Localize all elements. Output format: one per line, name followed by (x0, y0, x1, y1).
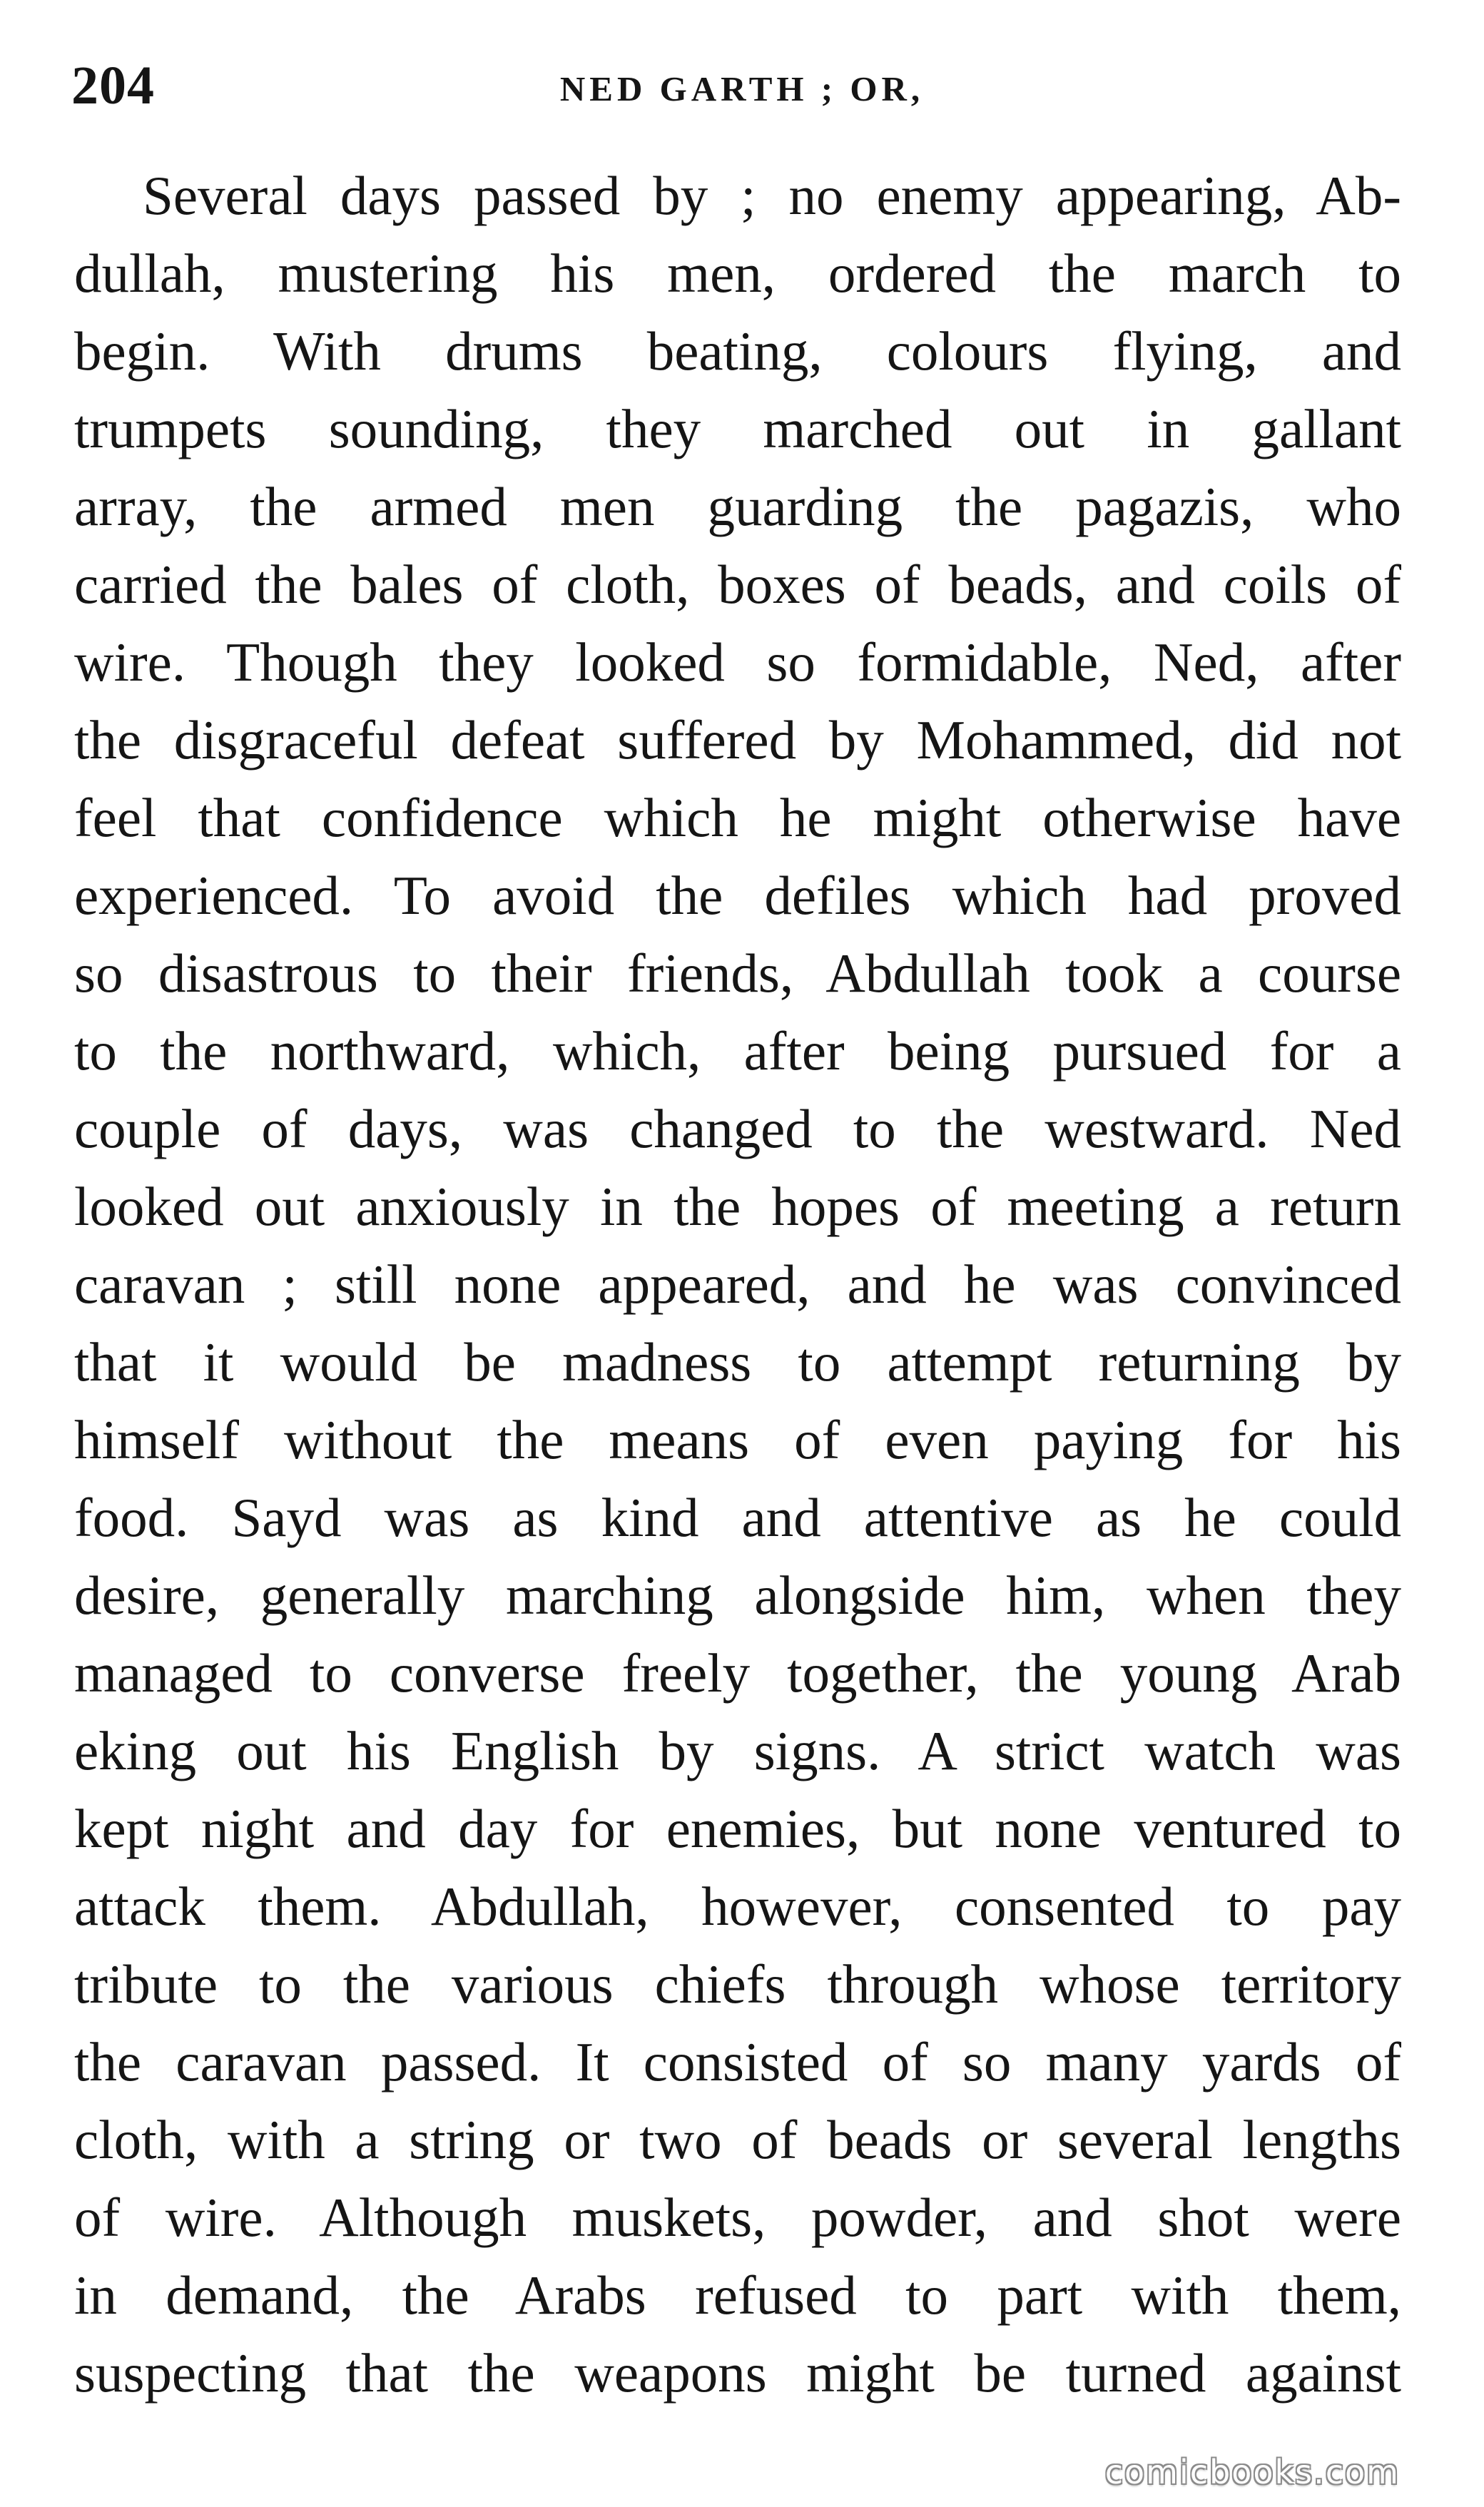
text-line: the disgraceful defeat suffered by Mohammed, did not (74, 709, 1401, 771)
text-line: carried the bales of cloth, boxes of beads, and coils of (74, 554, 1401, 615)
text-line: that it would be madness to attempt returning by (74, 1331, 1401, 1393)
text-line: Several days passed by ; no enemy appearing, Ab- (143, 165, 1401, 226)
text-line: in demand, the Arabs refused to part with them, (74, 2264, 1401, 2326)
page-number: 204 (71, 56, 155, 116)
text-line: desire, generally marching alongside him, when they (74, 1565, 1401, 1626)
text-line: tribute to the various chiefs through whose territory (74, 1953, 1401, 2015)
text-line: begin. With drums beating, colours flying, and (74, 320, 1401, 382)
text-line: of wire. Although muskets, powder, and shot were (74, 2187, 1401, 2248)
running-head: NED GARTH ; OR, (559, 69, 925, 108)
text-line: trumpets sounding, they marched out in gallant (74, 398, 1401, 459)
text-line: suspecting that the weapons might be turned against (74, 2342, 1401, 2404)
text-line: the caravan passed. It consisted of so many yards of (74, 2031, 1401, 2092)
text-line: couple of days, was changed to the westward. Ned (74, 1098, 1401, 1159)
text-line: feel that confidence which he might otherwise have (74, 787, 1401, 848)
text-line: wire. Though they looked so formidable, Ned, after (74, 631, 1401, 693)
text-line: managed to converse freely together, the young Arab (74, 1642, 1401, 1704)
text-line: cloth, with a string or two of beads or several lengths (74, 2109, 1401, 2170)
watermark: comicbooks.com (1104, 2453, 1400, 2491)
text-line: experienced. To avoid the defiles which had proved (74, 865, 1401, 926)
text-line: to the northward, which, after being pursued for a (74, 1020, 1401, 1082)
text-line: looked out anxiously in the hopes of meeting a return (74, 1176, 1401, 1237)
text-line: array, the armed men guarding the pagazis, who (74, 476, 1401, 537)
body-text (74, 157, 1401, 2412)
text-line: caravan ; still none appeared, and he was convinced (74, 1254, 1401, 1315)
text-line: attack them. Abdullah, however, consented to pay (74, 1876, 1401, 1937)
text-line: kept night and day for enemies, but none ventured to (74, 1798, 1401, 1859)
text-line: dullah, mustering his men, ordered the march to (74, 243, 1401, 304)
page-header (71, 56, 1413, 123)
text-line: food. Sayd was as kind and attentive as he could (74, 1487, 1401, 1548)
text-line: himself without the means of even paying for his (74, 1409, 1401, 1470)
text-line: eking out his English by signs. A strict watch was (74, 1720, 1401, 1781)
text-line: so disastrous to their friends, Abdullah took a course (74, 942, 1401, 1004)
